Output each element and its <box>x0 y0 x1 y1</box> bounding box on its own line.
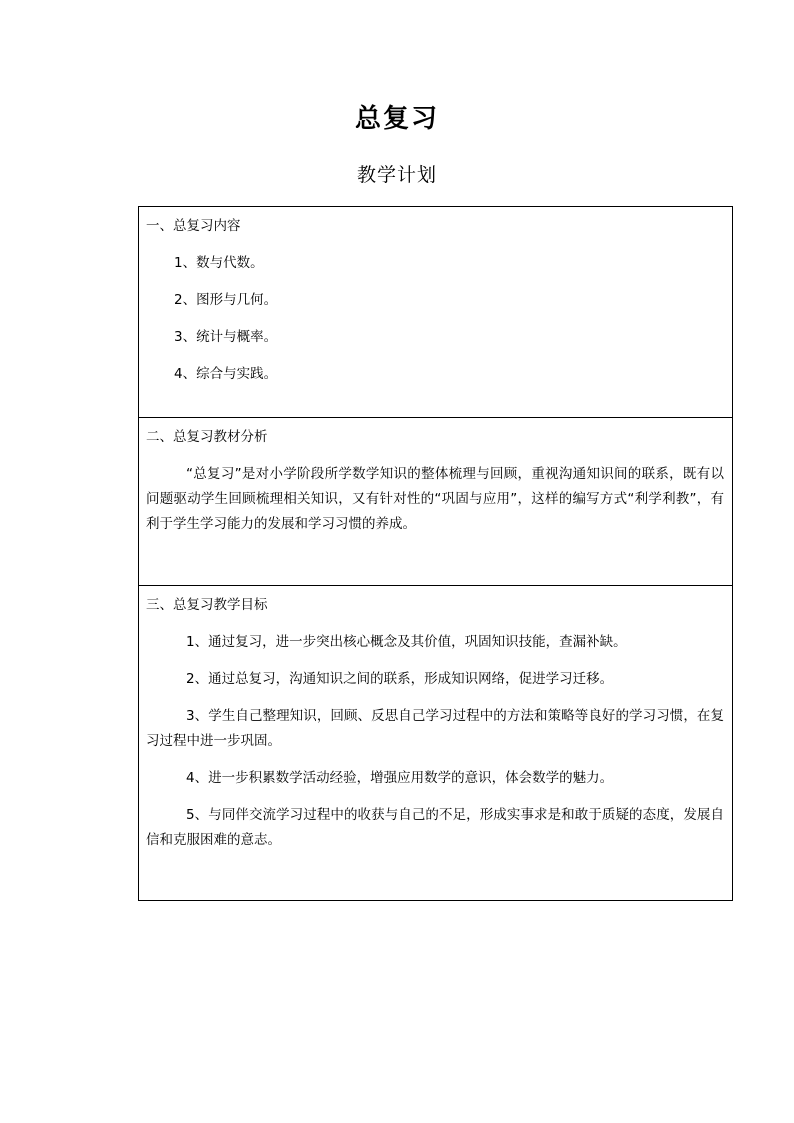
page-subtitle: 教学计划 <box>356 164 437 186</box>
teaching-plan-table <box>138 206 733 901</box>
analysis-paragraph: “总复习”是对小学阶段所学数学知识的整体梳理与回顾，重视沟通知识间的联系，既有以问题驱动学生回顾梳理相关知识，又有针对性的“巩固与应用”，这样的编写方式“利学利教”，有利于学生学习能力的发展和学习习惯的养成。 <box>146 466 724 532</box>
page-title: 总复习 <box>354 104 439 134</box>
goal-item: 1、通过复习，进一步突出核心概念及其价值，巩固知识技能，查漏补缺。 <box>186 634 627 650</box>
list-item: 3、统计与概率。 <box>174 329 278 345</box>
list-item: 4、综合与实践。 <box>174 366 278 382</box>
section-heading: 一、总复习内容 <box>146 218 241 234</box>
list-item: 2、图形与几何。 <box>174 292 278 308</box>
section-teaching-goals <box>139 593 732 900</box>
section-heading: 二、总复习教材分析 <box>146 429 268 445</box>
section-review-content <box>139 214 732 418</box>
goal-item: 3、学生自己整理知识，回顾、反思自己学习过程中的方法和策略等良好的学习习惯，在复习过程中进一步巩固。 <box>146 708 724 749</box>
goal-item: 5、与同伴交流学习过程中的收获与自己的不足，形成实事求是和敢于质疑的态度，发展自信和克服困难的意志。 <box>146 807 724 848</box>
goal-item: 2、通过总复习，沟通知识之间的联系，形成知识网络，促进学习迁移。 <box>186 671 614 687</box>
goal-item: 4、进一步积累数学活动经验，增强应用数学的意识，体会数学的魅力。 <box>186 770 614 786</box>
list-item: 1、数与代数。 <box>174 255 264 271</box>
section-heading: 三、总复习教学目标 <box>146 597 268 613</box>
section-textbook-analysis <box>139 425 732 586</box>
